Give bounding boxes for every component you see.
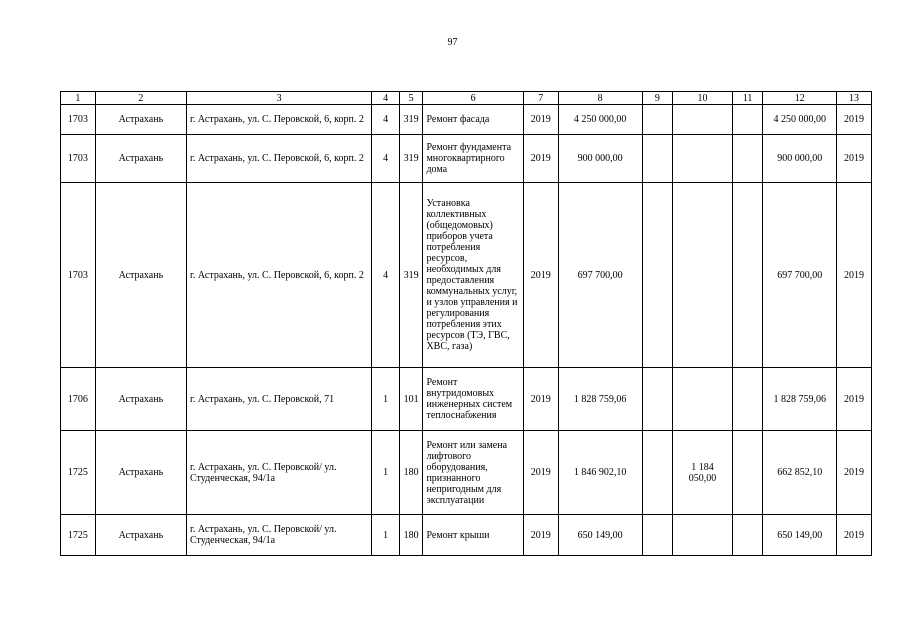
col12-cell: 697 700,00 [763, 183, 837, 368]
year-end-cell: 2019 [837, 183, 872, 368]
total-cost-cell: 900 000,00 [558, 135, 642, 183]
col5-cell: 319 [399, 183, 423, 368]
work-type-cell: Ремонт внутридомовых инженерных систем теплоснабжения [423, 368, 523, 431]
col11-cell [732, 368, 763, 431]
col11-cell [732, 431, 763, 515]
col12-cell: 4 250 000,00 [763, 105, 837, 135]
city-cell: Астрахань [95, 515, 186, 556]
work-type-cell: Ремонт крыши [423, 515, 523, 556]
city-cell: Астрахань [95, 368, 186, 431]
col4-cell: 4 [372, 135, 400, 183]
city-cell: Астрахань [95, 183, 186, 368]
work-type-cell: Установка коллективных (общедомовых) приборов учета потребления ресурсов, необходимых для предоставления коммунальных услуг, и узлов управления и регулирования потребления этих ресурсов (ТЭ, ГВС, ХВС, газа) [423, 183, 523, 368]
year-end-cell: 2019 [837, 368, 872, 431]
address-cell: г. Астрахань, ул. С. Перовской, 6, корп. 2 [186, 183, 371, 368]
total-cost-cell: 1 846 902,10 [558, 431, 642, 515]
col11-cell [732, 183, 763, 368]
house-id-cell: 1703 [61, 135, 96, 183]
year-cell: 2019 [523, 183, 558, 368]
address-cell: г. Астрахань, ул. С. Перовской/ ул. Студенческая, 94/1а [186, 431, 371, 515]
col5-cell: 319 [399, 135, 423, 183]
column-number: 6 [423, 92, 523, 105]
page-number: 97 [447, 37, 458, 48]
col9-cell [642, 135, 673, 183]
col11-cell [732, 515, 763, 556]
house-id-cell: 1703 [61, 105, 96, 135]
house-id-cell: 1725 [61, 515, 96, 556]
col11-cell [732, 135, 763, 183]
table-row [61, 515, 872, 556]
house-id-cell: 1703 [61, 183, 96, 368]
city-cell: Астрахань [95, 431, 186, 515]
column-number: 2 [95, 92, 186, 105]
year-cell: 2019 [523, 431, 558, 515]
table-row [61, 368, 872, 431]
year-end-cell: 2019 [837, 105, 872, 135]
table-row [61, 183, 872, 368]
col10-cell [673, 183, 732, 368]
address-cell: г. Астрахань, ул. С. Перовской/ ул. Студенческая, 94/1а [186, 515, 371, 556]
col5-cell: 180 [399, 515, 423, 556]
year-cell: 2019 [523, 135, 558, 183]
address-cell: г. Астрахань, ул. С. Перовской, 6, корп. 2 [186, 105, 371, 135]
address-cell: г. Астрахань, ул. С. Перовской, 71 [186, 368, 371, 431]
year-end-cell: 2019 [837, 515, 872, 556]
col10-cell [673, 135, 732, 183]
year-end-cell: 2019 [837, 135, 872, 183]
year-end-cell: 2019 [837, 431, 872, 515]
col5-cell: 101 [399, 368, 423, 431]
total-cost-cell: 697 700,00 [558, 183, 642, 368]
col5-cell: 319 [399, 105, 423, 135]
column-number: 8 [558, 92, 642, 105]
column-number: 13 [837, 92, 872, 105]
table-row [61, 135, 872, 183]
address-cell: г. Астрахань, ул. С. Перовской, 6, корп. 2 [186, 135, 371, 183]
year-cell: 2019 [523, 105, 558, 135]
col9-cell [642, 515, 673, 556]
table-row [61, 431, 872, 515]
col10-cell: 1 184 050,00 [673, 431, 732, 515]
col9-cell [642, 431, 673, 515]
col10-cell [673, 515, 732, 556]
col12-cell: 662 852,10 [763, 431, 837, 515]
column-number: 9 [642, 92, 673, 105]
column-number: 12 [763, 92, 837, 105]
capital-repair-table [60, 91, 872, 556]
city-cell: Астрахань [95, 135, 186, 183]
column-number: 7 [523, 92, 558, 105]
col9-cell [642, 183, 673, 368]
col11-cell [732, 105, 763, 135]
col10-cell [673, 368, 732, 431]
column-number: 10 [673, 92, 732, 105]
col12-cell: 650 149,00 [763, 515, 837, 556]
column-number-row [61, 92, 872, 105]
work-type-cell: Ремонт или замена лифтового оборудования, признанного непригодным для эксплуатации [423, 431, 523, 515]
total-cost-cell: 1 828 759,06 [558, 368, 642, 431]
column-number: 4 [372, 92, 400, 105]
year-cell: 2019 [523, 515, 558, 556]
col4-cell: 4 [372, 183, 400, 368]
column-number: 5 [399, 92, 423, 105]
work-type-cell: Ремонт фасада [423, 105, 523, 135]
col12-cell: 900 000,00 [763, 135, 837, 183]
house-id-cell: 1706 [61, 368, 96, 431]
city-cell: Астрахань [95, 105, 186, 135]
col4-cell: 1 [372, 368, 400, 431]
total-cost-cell: 4 250 000,00 [558, 105, 642, 135]
col9-cell [642, 105, 673, 135]
column-number: 1 [61, 92, 96, 105]
col4-cell: 4 [372, 105, 400, 135]
col4-cell: 1 [372, 431, 400, 515]
total-cost-cell: 650 149,00 [558, 515, 642, 556]
column-number: 3 [186, 92, 371, 105]
col9-cell [642, 368, 673, 431]
column-number: 11 [732, 92, 763, 105]
year-cell: 2019 [523, 368, 558, 431]
house-id-cell: 1725 [61, 431, 96, 515]
col5-cell: 180 [399, 431, 423, 515]
col10-cell [673, 105, 732, 135]
work-type-cell: Ремонт фундамента многоквартирного дома [423, 135, 523, 183]
col4-cell: 1 [372, 515, 400, 556]
col12-cell: 1 828 759,06 [763, 368, 837, 431]
table-row [61, 105, 872, 135]
